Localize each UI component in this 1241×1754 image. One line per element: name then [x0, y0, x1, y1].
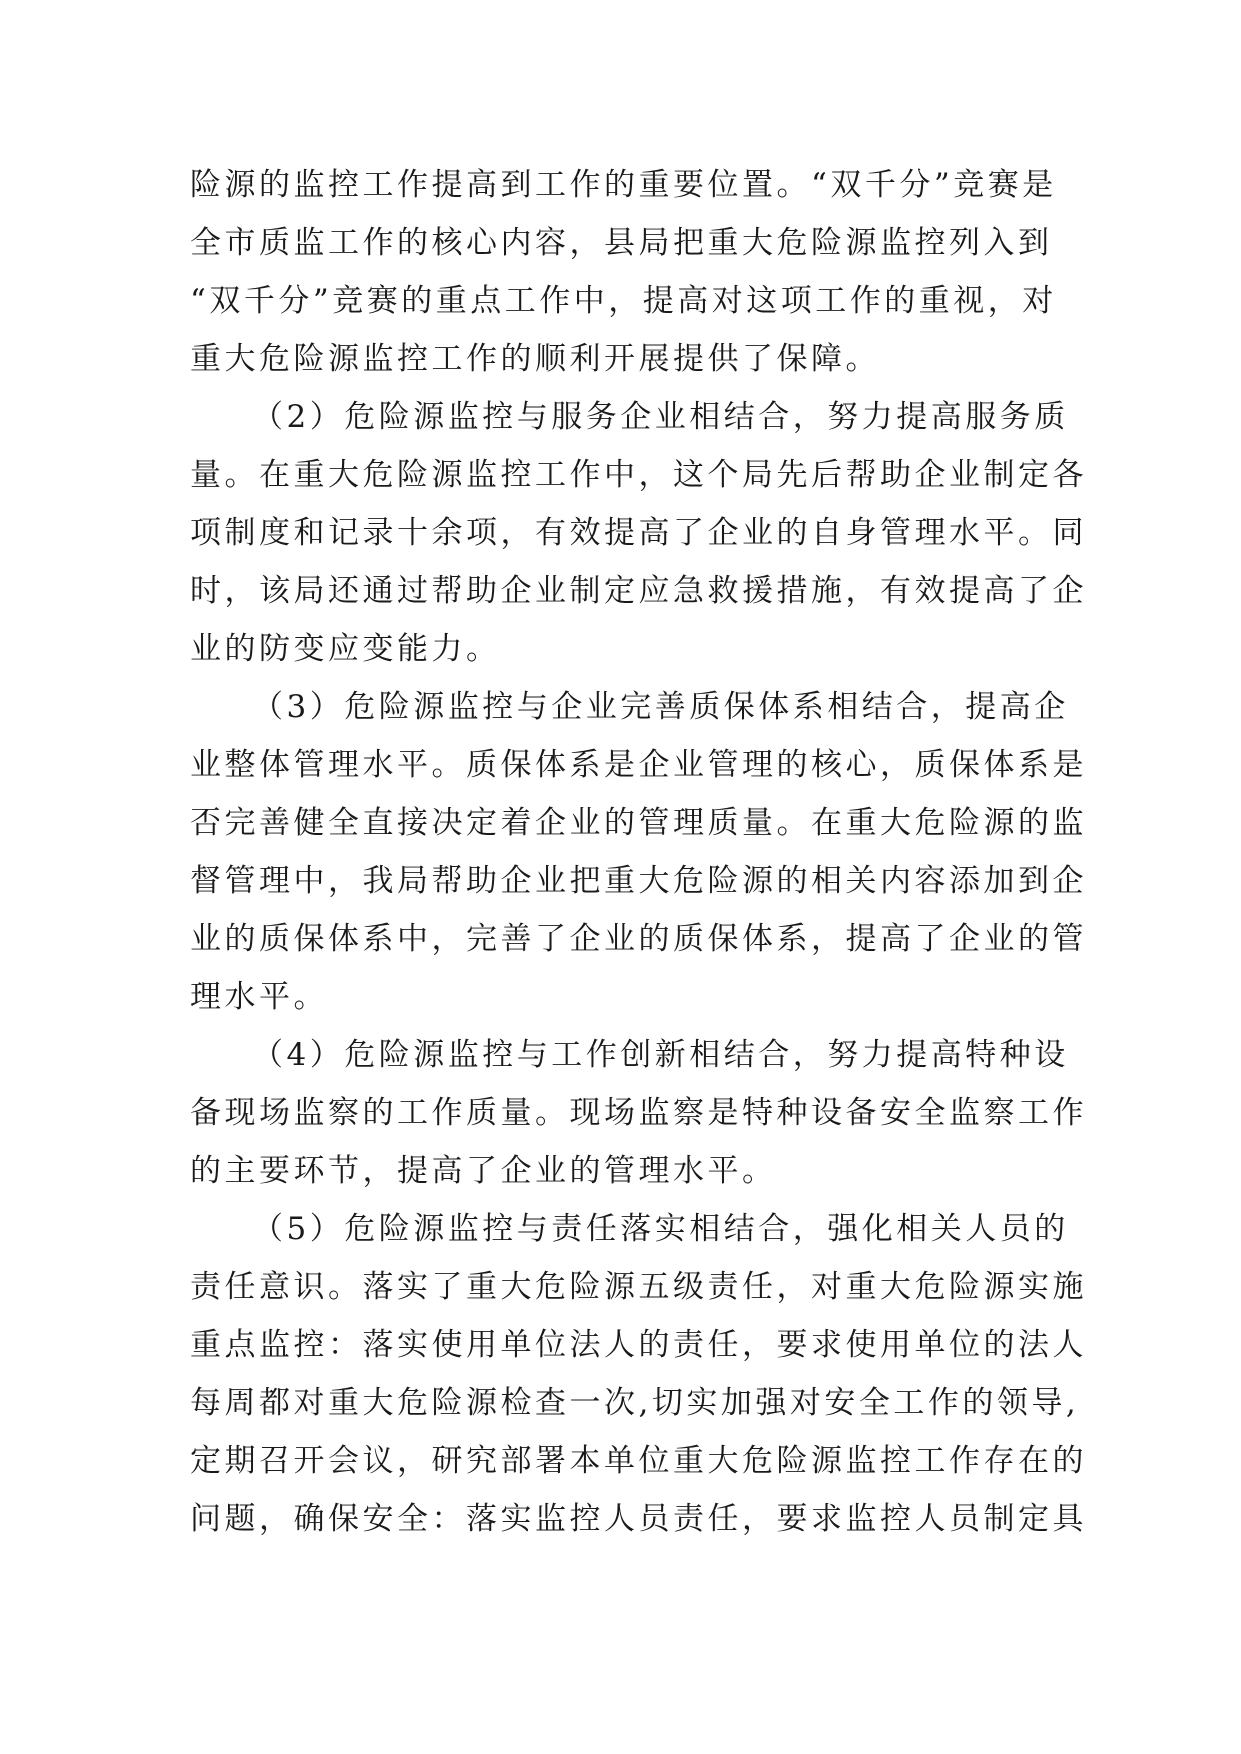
text-line: 时，该局还通过帮助企业制定应急救援措施，有效提高了企 [190, 573, 1087, 609]
text-line: 险源的监控工作提高到工作的重要位置。“双千分”竞赛是 [190, 167, 1057, 203]
text-line: （5）危险源监控与责任落实相结合，强化相关人员的 [252, 1211, 1069, 1247]
text-line: 否完善健全直接决定着企业的管理质量。在重大危险源的监 [190, 805, 1087, 841]
text-line: 的主要环节，提高了企业的管理水平。 [190, 1153, 777, 1189]
text-line: 督管理中，我局帮助企业把重大危险源的相关内容添加到企 [190, 863, 1087, 899]
text-line: 定期召开会议，研究部署本单位重大危险源监控工作存在的 [190, 1443, 1087, 1479]
text-line: “双千分”竞赛的重点工作中，提高对这项工作的重视，对 [190, 283, 1057, 319]
text-line: 理水平。 [190, 979, 328, 1015]
text-line: 业的防变应变能力。 [190, 631, 501, 667]
text-line: （4）危险源监控与工作创新相结合，努力提高特种设 [252, 1037, 1069, 1073]
text-line: 项制度和记录十余项，有效提高了企业的自身管理水平。同 [190, 515, 1087, 551]
text-line: （3）危险源监控与企业完善质保体系相结合，提高企 [252, 689, 1069, 725]
text-line: 量。在重大危险源监控工作中，这个局先后帮助企业制定各 [190, 457, 1087, 493]
text-line: 重点监控：落实使用单位法人的责任，要求使用单位的法人 [190, 1327, 1087, 1363]
document-body [190, 156, 1087, 1548]
text-line: 责任意识。落实了重大危险源五级责任，对重大危险源实施 [190, 1269, 1087, 1305]
text-line: 业整体管理水平。质保体系是企业管理的核心，质保体系是 [190, 747, 1087, 783]
text-line: 全市质监工作的核心内容，县局把重大危险源监控列入到 [190, 225, 1053, 261]
text-line: 问题，确保安全：落实监控人员责任，要求监控人员制定具 [190, 1501, 1087, 1537]
text-line: 每周都对重大危险源检查一次,切实加强对安全工作的领导, [190, 1385, 1080, 1421]
text-line: （2）危险源监控与服务企业相结合，努力提高服务质 [252, 399, 1069, 435]
text-line: 备现场监察的工作质量。现场监察是特种设备安全监察工作 [190, 1095, 1087, 1131]
text-line: 业的质保体系中，完善了企业的质保体系，提高了企业的管 [190, 921, 1087, 957]
text-line: 重大危险源监控工作的顺利开展提供了保障。 [190, 341, 880, 377]
